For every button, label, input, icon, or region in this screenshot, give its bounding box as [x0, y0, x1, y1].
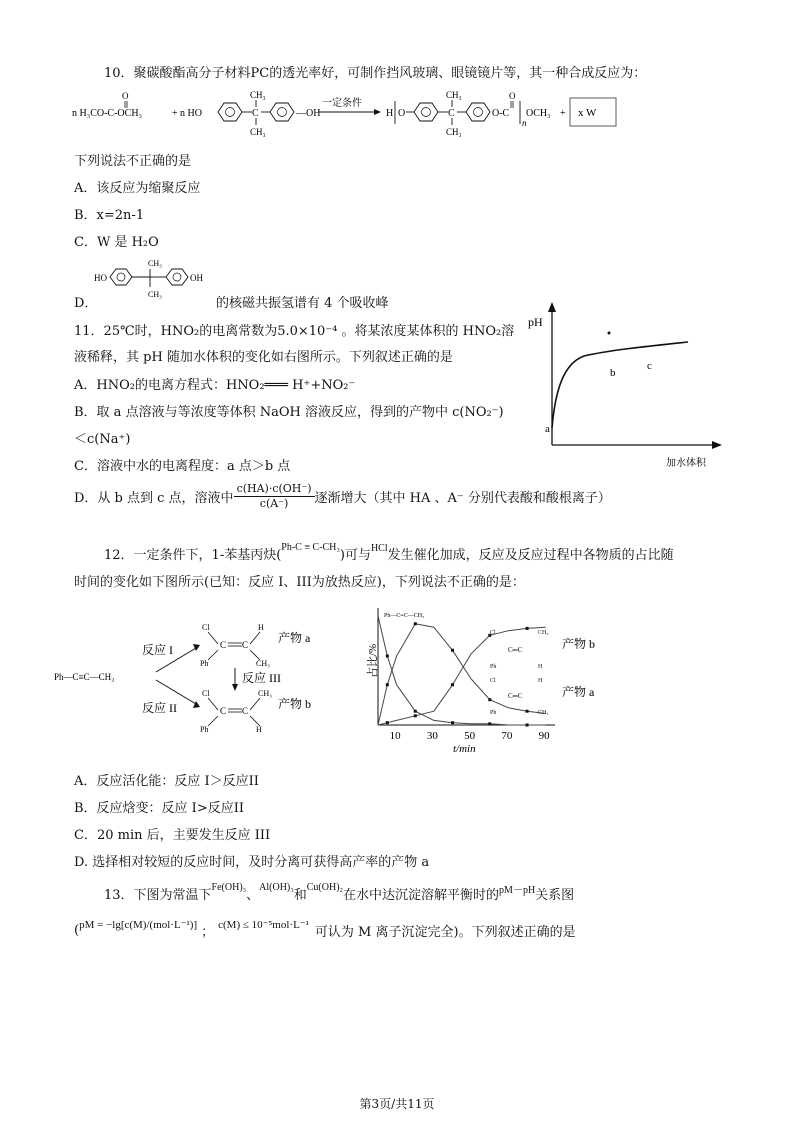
series-point	[488, 722, 491, 725]
svg-text:C═C: C═C	[508, 692, 523, 700]
q11-option-d[interactable]	[74, 482, 611, 511]
svg-text:CH₃: CH₃	[148, 259, 162, 268]
svg-text:CH₃: CH₃	[538, 710, 549, 716]
pm-definition: pM = −lg[c(M)/(mol·L⁻¹)]	[79, 919, 198, 931]
x-tick-label: 30	[426, 730, 438, 742]
svg-text:H: H	[256, 725, 262, 734]
y-axis-arrow-icon	[548, 302, 556, 312]
svg-text:C: C	[220, 640, 227, 650]
q12-option-a[interactable]: A．反应活化能：反应 I＞反应II	[74, 774, 259, 789]
series-point	[526, 627, 529, 630]
condition-label: 一定条件	[322, 98, 362, 109]
q10-reaction-equation	[68, 86, 628, 138]
series-point	[526, 724, 529, 727]
series-b-label: 产物 b	[562, 637, 596, 651]
series-start-label: Ph—C≡C—CH₃	[384, 613, 425, 619]
svg-text:CH₃: CH₃	[446, 90, 462, 100]
q12-reaction-scheme	[52, 612, 332, 742]
q11-d-fraction	[234, 482, 315, 511]
series-point	[414, 622, 417, 625]
benzene-ring-icon	[218, 103, 242, 121]
benzene-ring-icon	[270, 103, 294, 121]
point-c: c	[647, 360, 652, 372]
plus-1: +	[172, 108, 178, 119]
svg-text:O-C: O-C	[492, 108, 510, 119]
svg-text:n HO: n HO	[180, 108, 202, 119]
svg-text:—OH: —OH	[296, 108, 321, 119]
svg-text:Cl: Cl	[202, 689, 210, 698]
q12-option-b[interactable]: B．反应焓变：反应 I>反应II	[74, 801, 244, 816]
svg-text:H: H	[538, 678, 543, 684]
series-point	[526, 710, 529, 713]
series-point	[451, 721, 454, 724]
y-label: 占比/%	[367, 643, 379, 678]
svg-text:H: H	[538, 664, 543, 670]
svg-text:CH₃: CH₃	[538, 630, 549, 636]
svg-text:Cl: Cl	[202, 623, 210, 632]
series-line-1	[378, 624, 549, 725]
svg-text:C: C	[252, 108, 259, 119]
y-label: pH	[528, 315, 543, 329]
carbonyl-o-label: O	[122, 91, 129, 101]
svg-text:C═C: C═C	[508, 646, 523, 654]
q13-line2: ( pM = −lg[c(M)/(mol·L⁻¹)] ； c(M) ≤ 10⁻⁵mol·L⁻¹ 可认为 M 离子沉淀完全)。下列叙述正确的是	[74, 919, 576, 940]
series-point	[386, 721, 389, 724]
arrow-icon	[193, 644, 200, 651]
q11-option-c[interactable]: C．溶液中水的电离程度：a 点＞b 点	[74, 459, 291, 474]
svg-text:CH₃: CH₃	[250, 90, 266, 100]
stray-dot	[608, 332, 611, 335]
svg-text:Cl: Cl	[490, 678, 496, 684]
reaction-3-label: 反应 III	[242, 671, 281, 685]
q10-option-a[interactable]: A．该反应为缩聚反应	[74, 181, 201, 196]
svg-text:CH₃: CH₃	[256, 659, 270, 668]
q12-line2: 时间的变化如下图所示(已知：反应 I、III为放热反应)，下列说法不正确的是：	[74, 575, 525, 590]
svg-text:Ph: Ph	[200, 725, 209, 734]
svg-text:H: H	[386, 108, 394, 119]
point-b: b	[610, 367, 616, 379]
series-point	[386, 683, 389, 686]
svg-text:C: C	[242, 706, 249, 716]
x-axis-arrow-icon	[712, 441, 722, 449]
q11-line2: 液稀释，其 pH 随加水体积的变化如右图所示。下列叙述正确的是	[74, 350, 453, 365]
q11-d-suffix: 逐渐增大（其中 HA 、A⁻ 分别代表酸和酸根离子）	[314, 491, 611, 506]
q10-reaction-svg	[68, 86, 628, 138]
svg-text:CH₃: CH₃	[446, 127, 462, 137]
q10-option-b[interactable]: B．x=2n-1	[74, 208, 145, 223]
svg-text:C: C	[242, 640, 249, 650]
x-tick-label: 10	[389, 730, 401, 742]
q11-option-a[interactable]: A．HNO₂的电离方程式：HNO₂═══ H⁺+NO₂⁻	[74, 378, 356, 393]
hcl-formula: HCl	[370, 543, 388, 554]
series-point	[451, 649, 454, 652]
product-a-label: 产物 a	[278, 631, 311, 645]
svg-text:n: n	[522, 118, 527, 128]
svg-text:CH₃: CH₃	[258, 689, 272, 698]
x-label: 加水体积	[666, 458, 706, 469]
q11-option-b-cont: ＜c(Na⁺)	[74, 432, 131, 447]
svg-text:Cl: Cl	[490, 630, 496, 636]
svg-text:Ph: Ph	[490, 710, 497, 716]
fe-oh3: Fe(OH)₃	[211, 882, 247, 893]
x-label: t/min	[453, 743, 476, 755]
series-point	[414, 710, 417, 713]
svg-text:C: C	[220, 706, 227, 716]
svg-text:O: O	[509, 91, 516, 101]
arrow-icon	[374, 109, 381, 115]
series-point	[414, 714, 417, 717]
svg-text:Ph: Ph	[490, 664, 497, 670]
q11-line1: 11．25℃时，HNO₂的电离常数为5.0×10⁻⁴ 。将某浓度某体积的 HNO₂溶	[74, 324, 515, 339]
svg-text:CH₃: CH₃	[148, 290, 162, 299]
reaction-2-label: 反应 II	[142, 701, 177, 715]
q11-ph-graph	[520, 300, 730, 470]
svg-text:C: C	[448, 108, 455, 119]
x-tick-label: 50	[464, 730, 476, 742]
svg-text:CH₃: CH₃	[250, 127, 266, 137]
series-point	[488, 698, 491, 701]
product-b-label: 产物 b	[278, 697, 312, 711]
byproduct-label: x W	[578, 107, 597, 119]
bisphenol-structure	[92, 255, 217, 305]
q11-option-b[interactable]: B．取 a 点溶液与等浓度等体积 NaOH 溶液反应，得到的产物中 c(NO₂⁻)	[74, 405, 504, 420]
reaction-1-label: 反应 I	[142, 643, 173, 657]
fraction-numerator: c(HA)·c(OH⁻)	[234, 482, 315, 497]
x-tick-label: 90	[538, 730, 550, 742]
series-line-0	[378, 616, 549, 725]
series-a-label: 产物 a	[562, 685, 595, 699]
page-footer: 第3页/共11页	[359, 1097, 435, 1111]
q12-option-d[interactable]: D. 选择相对较短的反应时间，及时分离可获得高产率的产物 a	[74, 855, 430, 870]
q13-line1: 13．下图为常温下 Fe(OH)₃ 、 Al(OH)₃ 和 Cu(OH)₂ 在水中达沉淀溶解平衡时的 pM－pH 关系图	[104, 882, 575, 903]
q12-chart-svg	[350, 600, 610, 760]
x-tick-label: 70	[501, 730, 513, 742]
q12-chart	[350, 600, 610, 760]
series-point	[451, 683, 454, 686]
ph-curve	[552, 342, 688, 428]
al-oh3: Al(OH)₃	[259, 882, 294, 893]
series-point	[386, 655, 389, 658]
svg-text:OCH₃: OCH₃	[526, 108, 551, 119]
q10-option-d-text: 的核磁共振氢谱有 4 个吸收峰	[216, 296, 389, 311]
pm-ph-relation: pM－pH	[499, 885, 536, 896]
phenylpropyne-formula: Ph-C ≡ C-CH₃	[281, 542, 340, 553]
q12-option-c[interactable]: C．20 min 后，主要发生反应 III	[74, 828, 271, 843]
plus-2: +	[560, 108, 566, 119]
svg-text:O: O	[398, 108, 406, 119]
reactant1-text: n H₃CO-C-OCH₃	[72, 108, 143, 119]
q10-stem: 10．聚碳酸酯高分子材料PC的透光率好，可制作挡风玻璃、眼镜镜片等，其一种合成反应为：	[104, 66, 647, 81]
arrow-icon	[193, 701, 200, 708]
svg-text:OH: OH	[190, 273, 203, 283]
q10-prompt: 下列说法不正确的是	[74, 154, 192, 169]
start-material: Ph—C≡C—CH₃	[54, 672, 115, 682]
q11-d-prefix: D．从 b 点到 c 点，溶液中	[74, 491, 234, 506]
q12-line1: 12．一定条件下，1-苯基丙炔( Ph-C ≡ C-CH₃ )可与 HCl 发生催化加成，反应及反应过程中各物质的占比随	[104, 542, 674, 563]
fraction-denominator: c(A⁻)	[259, 497, 289, 510]
svg-text:Ph: Ph	[200, 659, 209, 668]
cu-oh2: Cu(OH)₂	[306, 882, 344, 893]
point-a: a	[545, 423, 550, 435]
svg-text:H: H	[258, 623, 264, 632]
cm-threshold: c(M) ≤ 10⁻⁵mol·L⁻¹	[218, 919, 309, 931]
svg-text:HO: HO	[94, 273, 107, 283]
q10-option-c[interactable]: C．W 是 H₂O	[74, 235, 159, 250]
arrow-icon	[232, 684, 238, 691]
q10-option-d[interactable]: D．	[74, 296, 98, 311]
